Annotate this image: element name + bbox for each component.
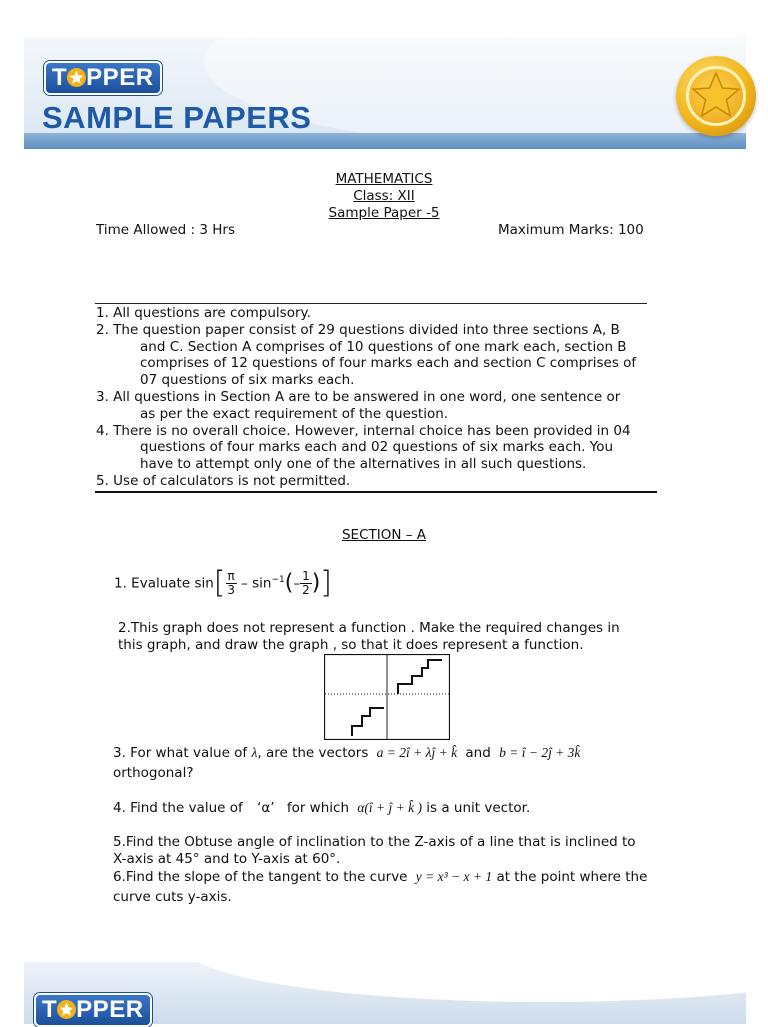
instruction-5: 5. Use of calculators is not permitted. [96, 472, 351, 489]
question-2-line-1: 2.This graph does not represent a function . Make the required changes in [118, 620, 620, 636]
question-5-line-2: X-axis at 45° and to Y-axis at 60°. [113, 851, 341, 867]
question-5-line-1: 5.Find the Obtuse angle of inclination to the Z-axis of a line that is inclined to [113, 834, 636, 850]
question-3-line-2: orthogonal? [113, 765, 194, 781]
instruction-4: 4. There is no overall choice. However, internal choice has been provided in 04 [96, 422, 631, 439]
instruction-3: 3. All questions in Section A are to be answered in one word, one sentence or [96, 388, 621, 405]
vector-a: a = 2î + λĵ + k̂ [376, 745, 458, 760]
one-over-2: $\frac{1}{2}$ [302, 569, 310, 597]
step-graph [324, 654, 450, 740]
instruction-1: 1. All questions are compulsory. [96, 305, 311, 321]
star-icon [67, 68, 86, 87]
subject-title: MATHEMATICS [335, 171, 433, 187]
footer-topper-logo: T PPER [34, 993, 152, 1027]
maximum-marks: Maximum Marks: 100 [498, 222, 644, 238]
instruction-3-cont: as per the exact requirement of the question. [140, 405, 449, 422]
instruction-4-cont: questions of four marks each and 02 questions of six marks each. You [140, 439, 614, 456]
topper-logo: T PPER [44, 61, 162, 95]
time-allowed: Time Allowed : 3 Hrs [96, 222, 235, 238]
star-icon [57, 1000, 76, 1019]
instructions-bottom-rule [95, 491, 657, 493]
gold-medal-icon [676, 56, 756, 136]
instruction-2-cont: and C. Section A comprises of 10 questions of one mark each, section B [140, 338, 627, 355]
banner-title: SAMPLE PAPERS [42, 100, 312, 135]
instructions-top-rule [95, 303, 647, 304]
question-1: 1. Evaluate sin[ $\frac{\pi}{3}$ – $\sin^{-1}(-$ $\frac{1}{2}$ )] [114, 565, 333, 601]
question-6-line-2: curve cuts y-axis. [113, 889, 232, 905]
class-label: Class: XII [353, 188, 415, 204]
paper-label: Sample Paper -5 [328, 205, 440, 221]
instruction-4-cont: have to attempt only one of the alternatives in all such questions. [140, 456, 587, 473]
question-2-line-2: this graph, and draw the graph , so that it does represent a function. [118, 637, 584, 653]
instruction-2-cont: 07 questions of six marks each. [140, 372, 355, 389]
question-3: 3. For what value of λ, are the vectors a = 2î + λĵ + k̂ and b = î − 2ĵ + 3k̂ [113, 745, 581, 761]
instruction-2-cont: comprises of 12 questions of four marks each and section C comprises of [140, 355, 637, 372]
section-title: SECTION – A [341, 527, 427, 543]
pi-over-3: $\frac{\pi}{3}$ [227, 569, 235, 597]
general-instructions [96, 305, 696, 490]
question-4: 4. Find the value of ‘α’ for which α(î + ĵ + k̂ ) is a unit vector. [113, 800, 531, 816]
instruction-2: 2. The question paper consist of 29 questions divided into three sections A, B [96, 321, 620, 338]
question-6: 6.Find the slope of the tangent to the curve y = x³ − x + 1 at the point where the [113, 869, 648, 885]
vector-b: b = î − 2ĵ + 3k̂ [499, 745, 581, 760]
